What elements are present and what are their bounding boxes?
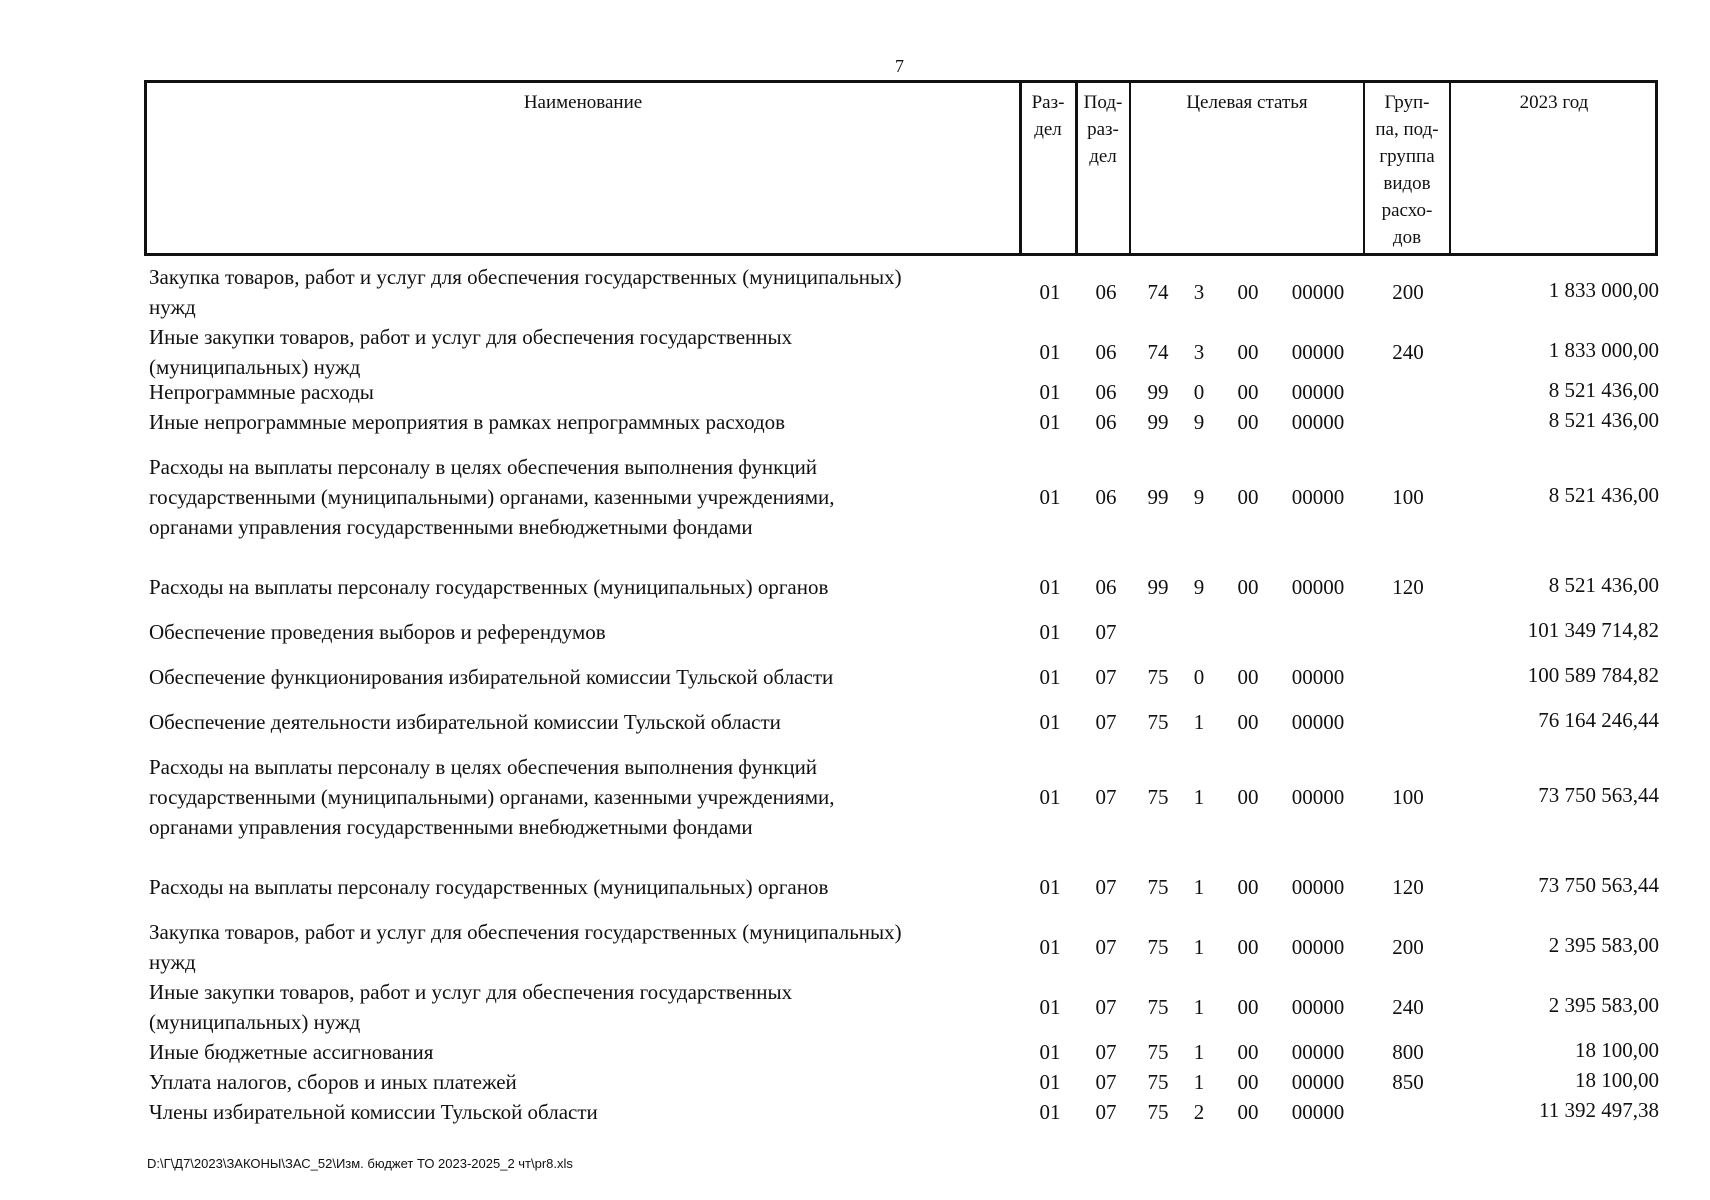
cell-r: 01 xyxy=(1039,410,1061,434)
row-name-line: нужд xyxy=(149,950,196,974)
cell-r: 01 xyxy=(1039,575,1061,599)
cell-p: 07 xyxy=(1095,875,1117,899)
file-path: D:\Г\Д7\2023\ЗАКОНЫ\ЗАС_52\Изм. бюджет ТО 2023-2025_2 чт\pr8.xls xyxy=(147,1156,573,1171)
cell-t3: 00 xyxy=(1237,1040,1259,1064)
row-name-line: Расходы на выплаты персоналу государственных (муниципальных) органов xyxy=(149,575,829,599)
cell-t4: 00000 xyxy=(1291,785,1345,809)
cell-amount: 76 164 246,44 xyxy=(1538,708,1659,732)
cell-g: 200 xyxy=(1392,280,1424,304)
header-group-line: расхо- xyxy=(1381,200,1433,221)
row-name-line: Обеспечение деятельности избирательной комиссии Тульской области xyxy=(149,710,781,734)
cell-t4: 00000 xyxy=(1291,340,1345,364)
cell-t2: 9 xyxy=(1193,410,1205,434)
cell-t2: 3 xyxy=(1193,340,1205,364)
cell-t4: 00000 xyxy=(1291,380,1345,404)
cell-p: 07 xyxy=(1095,1040,1117,1064)
row-name xyxy=(149,707,1009,737)
cell-g: 800 xyxy=(1392,1040,1424,1064)
cell-t1: 75 xyxy=(1147,710,1169,734)
cell-g: 120 xyxy=(1392,875,1424,899)
cell-r: 01 xyxy=(1039,1100,1061,1124)
cell-t1: 74 xyxy=(1147,280,1169,304)
header-group-line: группа xyxy=(1379,146,1435,167)
cell-t1: 75 xyxy=(1147,665,1169,689)
cell-g: 120 xyxy=(1392,575,1424,599)
cell-r: 01 xyxy=(1039,340,1061,364)
cell-r: 01 xyxy=(1039,785,1061,809)
cell-p: 07 xyxy=(1095,995,1117,1019)
cell-amount: 100 589 784,82 xyxy=(1527,663,1659,687)
cell-p: 07 xyxy=(1095,1100,1117,1124)
row-name-line: (муниципальных) нужд xyxy=(149,1010,361,1034)
row-name xyxy=(149,407,1009,437)
cell-t4: 00000 xyxy=(1291,995,1345,1019)
cell-t4: 00000 xyxy=(1291,485,1345,509)
row-name xyxy=(149,452,1009,542)
cell-p: 06 xyxy=(1095,575,1117,599)
cell-t1: 74 xyxy=(1147,340,1169,364)
row-name-line: Иные закупки товаров, работ и услуг для обеспечения государственных xyxy=(149,325,793,349)
row-name-line: Иные закупки товаров, работ и услуг для обеспечения государственных xyxy=(149,980,793,1004)
cell-p: 07 xyxy=(1095,710,1117,734)
row-name-line: Обеспечение проведения выборов и референдумов xyxy=(149,620,606,644)
row-name-line: Иные бюджетные ассигнования xyxy=(149,1040,434,1064)
cell-t4: 00000 xyxy=(1291,1040,1345,1064)
cell-p: 07 xyxy=(1095,665,1117,689)
cell-t3: 00 xyxy=(1237,1070,1259,1094)
row-name-line: Члены избирательной комиссии Тульской области xyxy=(149,1100,598,1124)
row-name xyxy=(149,977,1009,1037)
header-subsection-line: Под- xyxy=(1083,92,1123,113)
cell-t4: 00000 xyxy=(1291,665,1345,689)
row-name-line: Закупка товаров, работ и услуг для обеспечения государственных (муниципальных) xyxy=(149,265,902,289)
cell-g: 100 xyxy=(1392,785,1424,809)
cell-t2: 1 xyxy=(1193,710,1205,734)
cell-t3: 00 xyxy=(1237,1100,1259,1124)
row-name xyxy=(149,262,1009,322)
cell-t1: 99 xyxy=(1147,485,1169,509)
cell-p: 07 xyxy=(1095,785,1117,809)
header-group-line: па, под- xyxy=(1375,119,1439,140)
cell-t2: 1 xyxy=(1193,785,1205,809)
header-section xyxy=(1021,83,1075,253)
cell-t3: 00 xyxy=(1237,935,1259,959)
cell-t1: 75 xyxy=(1147,1100,1169,1124)
cell-amount: 101 349 714,82 xyxy=(1527,618,1659,642)
header-subsection-line: раз- xyxy=(1087,119,1119,140)
cell-t1: 99 xyxy=(1147,410,1169,434)
cell-g: 200 xyxy=(1392,935,1424,959)
row-name-line: государственными (муниципальными) органами, казенными учреждениями, xyxy=(149,485,835,509)
header-group-line: видов xyxy=(1383,173,1431,194)
cell-p: 07 xyxy=(1095,1070,1117,1094)
row-name-line: Расходы на выплаты персоналу в целях обеспечения выполнения функций xyxy=(149,755,818,779)
cell-t2: 0 xyxy=(1193,665,1205,689)
cell-r: 01 xyxy=(1039,485,1061,509)
header-year: 2023 год xyxy=(1519,92,1589,113)
cell-t3: 00 xyxy=(1237,875,1259,899)
row-name-line: Иные непрограммные мероприятия в рамках непрограммных расходов xyxy=(149,410,786,434)
cell-p: 06 xyxy=(1095,410,1117,434)
row-name xyxy=(149,1097,1009,1127)
cell-t1: 99 xyxy=(1147,380,1169,404)
cell-r: 01 xyxy=(1039,1040,1061,1064)
cell-t2: 3 xyxy=(1193,280,1205,304)
cell-t1: 75 xyxy=(1147,1070,1169,1094)
cell-t1: 75 xyxy=(1147,935,1169,959)
cell-t2: 1 xyxy=(1193,875,1205,899)
cell-amount: 11 392 497,38 xyxy=(1539,1098,1659,1122)
header-subsection-line: дел xyxy=(1089,146,1117,167)
cell-t4: 00000 xyxy=(1291,1070,1345,1094)
cell-amount: 18 100,00 xyxy=(1575,1038,1659,1062)
cell-amount: 73 750 563,44 xyxy=(1538,873,1659,897)
header-group xyxy=(1365,83,1449,253)
cell-t3: 00 xyxy=(1237,380,1259,404)
cell-t1: 99 xyxy=(1147,575,1169,599)
header-section-line: дел xyxy=(1034,119,1062,140)
row-name-line: Уплата налогов, сборов и иных платежей xyxy=(149,1070,517,1094)
header-name: Наименование xyxy=(523,92,643,113)
row-name-line: Расходы на выплаты персоналу государственных (муниципальных) органов xyxy=(149,875,829,899)
cell-t4: 00000 xyxy=(1291,1100,1345,1124)
row-name-line: государственными (муниципальными) органами, казенными учреждениями, xyxy=(149,785,835,809)
cell-p: 06 xyxy=(1095,280,1117,304)
row-name xyxy=(149,377,1009,407)
row-name-line: Обеспечение функционирования избирательной комиссии Тульской области xyxy=(149,665,834,689)
cell-t4: 00000 xyxy=(1291,710,1345,734)
row-name xyxy=(149,752,1009,842)
cell-p: 06 xyxy=(1095,340,1117,364)
page-number: 7 xyxy=(895,56,904,76)
cell-t4: 00000 xyxy=(1291,935,1345,959)
cell-t3: 00 xyxy=(1237,710,1259,734)
cell-amount: 73 750 563,44 xyxy=(1538,783,1659,807)
cell-p: 06 xyxy=(1095,485,1117,509)
row-name xyxy=(149,617,1009,647)
cell-t1: 75 xyxy=(1147,1040,1169,1064)
cell-amount: 2 395 583,00 xyxy=(1548,933,1659,957)
table-header xyxy=(144,80,1658,256)
row-name-line: нужд xyxy=(149,295,196,319)
cell-t3: 00 xyxy=(1237,665,1259,689)
cell-amount: 8 521 436,00 xyxy=(1548,408,1659,432)
cell-r: 01 xyxy=(1039,710,1061,734)
cell-amount: 8 521 436,00 xyxy=(1548,573,1659,597)
cell-t2: 1 xyxy=(1193,935,1205,959)
cell-t4: 00000 xyxy=(1291,410,1345,434)
cell-r: 01 xyxy=(1039,620,1061,644)
cell-t1: 75 xyxy=(1147,875,1169,899)
cell-r: 01 xyxy=(1039,380,1061,404)
cell-amount: 2 395 583,00 xyxy=(1548,993,1659,1017)
cell-g: 100 xyxy=(1392,485,1424,509)
cell-amount: 8 521 436,00 xyxy=(1548,378,1659,402)
cell-g: 850 xyxy=(1392,1070,1424,1094)
cell-t2: 9 xyxy=(1193,485,1205,509)
row-name xyxy=(149,572,1009,602)
cell-r: 01 xyxy=(1039,280,1061,304)
cell-p: 06 xyxy=(1095,380,1117,404)
cell-r: 01 xyxy=(1039,665,1061,689)
row-name-line: Расходы на выплаты персоналу в целях обеспечения выполнения функций xyxy=(149,455,818,479)
cell-t2: 1 xyxy=(1193,1040,1205,1064)
row-name-line: Непрограммные расходы xyxy=(149,380,374,404)
cell-p: 07 xyxy=(1095,620,1117,644)
cell-r: 01 xyxy=(1039,935,1061,959)
cell-t4: 00000 xyxy=(1291,280,1345,304)
cell-amount: 1 833 000,00 xyxy=(1548,338,1659,362)
cell-t3: 00 xyxy=(1237,340,1259,364)
cell-t2: 1 xyxy=(1193,995,1205,1019)
row-name-line: Закупка товаров, работ и услуг для обеспечения государственных (муниципальных) xyxy=(149,920,902,944)
cell-t4: 00000 xyxy=(1291,875,1345,899)
header-section-line: Раз- xyxy=(1031,92,1065,113)
row-name xyxy=(149,322,1009,382)
cell-t3: 00 xyxy=(1237,485,1259,509)
row-name xyxy=(149,917,1009,977)
cell-t2: 9 xyxy=(1193,575,1205,599)
cell-t2: 0 xyxy=(1193,380,1205,404)
cell-t3: 00 xyxy=(1237,785,1259,809)
cell-amount: 8 521 436,00 xyxy=(1548,483,1659,507)
row-name-line: (муниципальных) нужд xyxy=(149,355,361,379)
cell-r: 01 xyxy=(1039,995,1061,1019)
row-name xyxy=(149,662,1009,692)
row-name xyxy=(149,1067,1009,1097)
row-name-line: органами управления государственными внебюджетными фондами xyxy=(149,515,753,539)
cell-t3: 00 xyxy=(1237,280,1259,304)
cell-g: 240 xyxy=(1392,340,1424,364)
row-name-line: органами управления государственными внебюджетными фондами xyxy=(149,815,753,839)
cell-t3: 00 xyxy=(1237,995,1259,1019)
row-name xyxy=(149,1037,1009,1067)
cell-t1: 75 xyxy=(1147,995,1169,1019)
header-group-line: дов xyxy=(1392,227,1422,248)
cell-amount: 18 100,00 xyxy=(1575,1068,1659,1092)
header-target: Целевая статья xyxy=(1186,92,1308,113)
cell-p: 07 xyxy=(1095,935,1117,959)
header-group-line: Груп- xyxy=(1384,92,1430,113)
cell-r: 01 xyxy=(1039,1070,1061,1094)
cell-t4: 00000 xyxy=(1291,575,1345,599)
cell-t2: 2 xyxy=(1193,1100,1205,1124)
cell-g: 240 xyxy=(1392,995,1424,1019)
cell-t2: 1 xyxy=(1193,1070,1205,1094)
row-name xyxy=(149,872,1009,902)
header-subsection xyxy=(1077,83,1129,253)
cell-r: 01 xyxy=(1039,875,1061,899)
cell-t1: 75 xyxy=(1147,785,1169,809)
cell-amount: 1 833 000,00 xyxy=(1548,278,1659,302)
cell-t3: 00 xyxy=(1237,575,1259,599)
cell-t3: 00 xyxy=(1237,410,1259,434)
